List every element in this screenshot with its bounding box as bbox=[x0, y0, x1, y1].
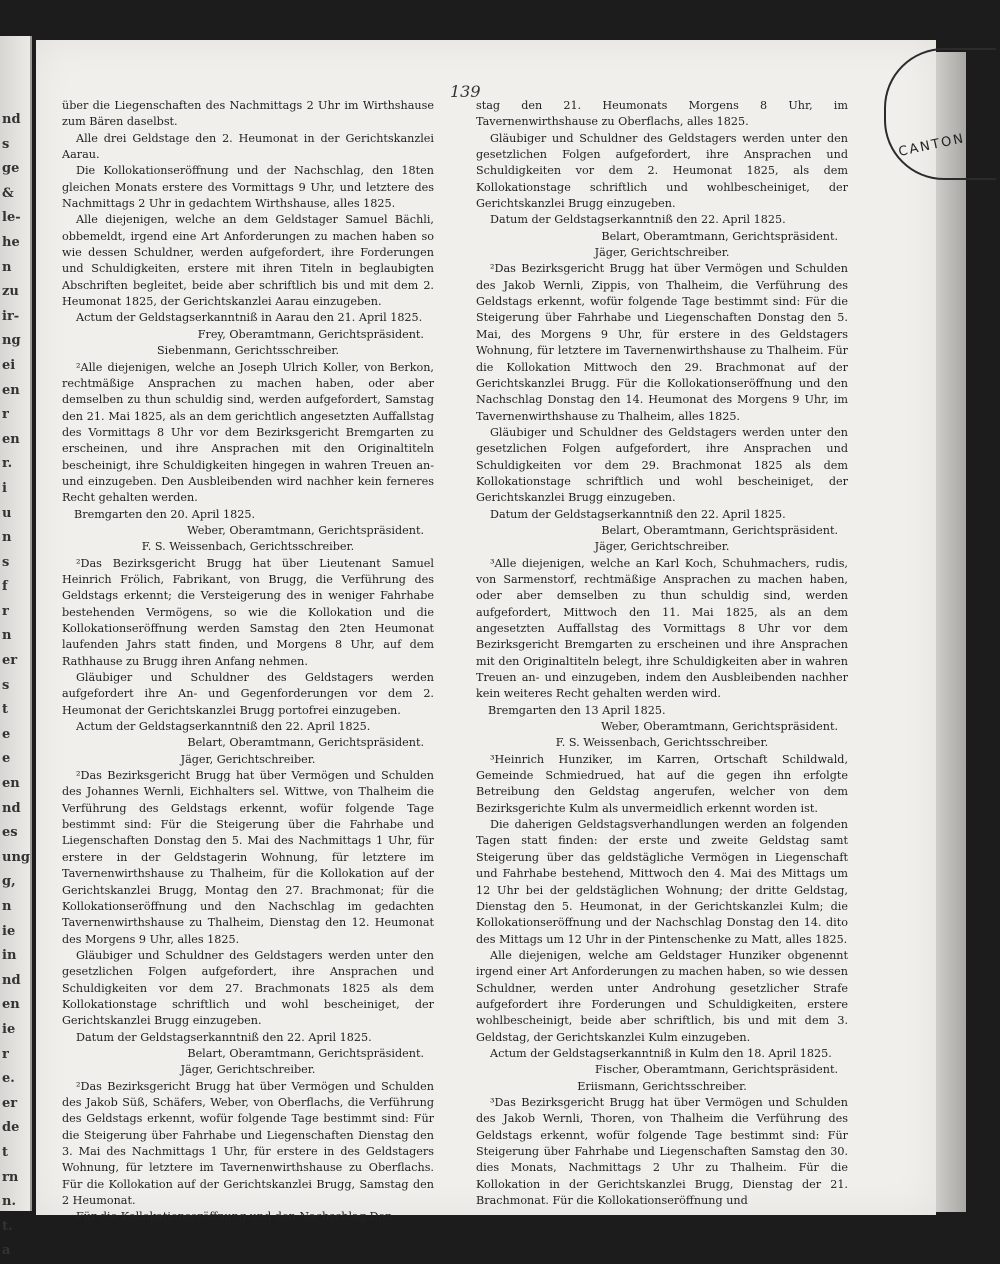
left-column-paragraph: Datum der Geldstagserkanntniß den 22. April 1825. bbox=[76, 1030, 372, 1044]
right-column-paragraph: Gläubiger und Schuldner des Geldstagers werden unter den gesetzlichen Folgen aufgefordert, ihre Ansprachen und Schuldigkeiten vor dem 29. Brachmonat 1825 als dem Kollokationstage schriftlich und wohl bescheiniget, der Gerichtskanzlei Brugg einzugeben. bbox=[476, 425, 848, 505]
margin-fragment: ng bbox=[2, 333, 21, 349]
margin-fragment: in bbox=[2, 948, 17, 964]
left-column-paragraph: ²Alle diejenigen, welche an Joseph Ulrich Koller, von Berkon, rechtmäßige Ansprachen zu machen haben, oder aber demselben zu thun schuldig sind, werden aufgefordert, Samstag den 21. Mai 1825, als an dem gerichtlich angesetzten Auffallstag des Vormittags 8 Uhr vor dem Bezirksgericht Bremgarten zu erscheinen, und ihre Ansprachen mit den Originaltiteln bescheinigt, ihre Schuldigkeiten hingegen in wahren Treuen an- und einzugeben. Den Ausbleibenden wird nachher kein ferneres Recht gehalten werden. bbox=[62, 360, 434, 505]
margin-fragment: ung bbox=[2, 849, 30, 865]
right-column-paragraph: Datum der Geldstagserkanntniß den 22. April 1825. bbox=[490, 213, 786, 227]
canton-stamp bbox=[884, 48, 996, 180]
right-column-paragraph: Datum der Geldstagserkanntniß den 22. April 1825. bbox=[490, 507, 786, 521]
margin-fragment: n bbox=[2, 628, 12, 644]
previous-page-edge bbox=[0, 36, 32, 1259]
right-column bbox=[476, 98, 848, 1209]
margin-fragment: n. bbox=[2, 1194, 16, 1210]
margin-fragment: ie bbox=[2, 1021, 16, 1037]
margin-fragment: n bbox=[2, 530, 12, 546]
left-column-paragraph: Für die Kollokationseröffnung und den Nachschlag Don- bbox=[76, 1210, 397, 1224]
right-column-paragraph: Belart, Oberamtmann, Gerichtspräsident. bbox=[601, 523, 838, 537]
margin-fragment: en bbox=[2, 382, 20, 398]
previous-page-fragments bbox=[0, 36, 30, 1264]
page-edge-shadow bbox=[936, 52, 966, 1212]
margin-fragment: zu bbox=[2, 284, 19, 300]
margin-fragment: ie bbox=[2, 923, 16, 939]
left-column-paragraph: Bremgarten den 20. April 1825. bbox=[74, 507, 256, 521]
left-column-paragraph: ²Das Bezirksgericht Brugg hat über Vermögen und Schulden des Johannes Wernli, Eichhalters sel. Wittwe, von Thalheim die Verführung des Geldstags erkennt, wofür folgende Tage bestimmt sind: Für die Steigerung über die Fahrhabe und Liegenschaften Donstag den 5. Mai des Nachmittags 1 Uhr, für erstere in der Geldstagerin Wohnung, für letztere im Tavernenwirthshause zu Thalheim, für die Kollokation auf der Gerichtskanzlei Brugg, Montag den 27. Brachmonat; für die Kollokationseröffnung und den Nachschlag im gedachten Tavernenwirthshause zu Thalheim, Dienstag den 12. Heumonat des Morgens 9 Uhr, alles 1825. bbox=[62, 769, 434, 946]
margin-fragment: nd bbox=[2, 112, 21, 127]
right-column-paragraph: Belart, Oberamtmann, Gerichtspräsident. bbox=[601, 229, 838, 243]
margin-fragment: r bbox=[2, 1046, 9, 1062]
margin-fragment: g, bbox=[2, 874, 16, 890]
margin-fragment: r bbox=[2, 407, 9, 423]
margin-fragment: r bbox=[2, 603, 9, 619]
margin-fragment: e. bbox=[2, 1071, 15, 1087]
right-column-paragraph: ³Das Bezirksgericht Brugg hat über Vermögen und Schulden des Jakob Wernli, Thoren, von Thalheim die Verführung des Geldstags erkennt, wofür folgende Tage bestimmt sind: Für Steigerung über Fahrhabe und Liegenschaften Samstag den 30. dies Monats, Nachmittags 2 Uhr zu Thalheim. Für die Kollokation in der Gerichtskanzlei Brugg, Dienstag der 21. Brachmonat. Für die Kollokationseröffnung und bbox=[476, 1095, 848, 1208]
right-column-paragraph: Eriismann, Gerichtsschreiber. bbox=[577, 1079, 747, 1093]
margin-fragment: f bbox=[2, 579, 8, 595]
right-column-paragraph: ²Das Bezirksgericht Brugg hat über Vermögen und Schulden des Jakob Wernli, Zippis, von Thalheim, die Verführung des Geldstags erkennt, wofür folgende Tage bestimmt sind: Für die Steigerung über Fahrhabe und Liegenschaften Donstag den 5. Mai, des Morgens 9 Uhr, für erstere in des Geldstagers Wohnung, für letztere im Tavernenwirthshause zu Thalheim. Für die Kollokation Mittwoch den 29. Brachmonat auf der Gerichtskanzlei Brugg. Für die Kollokationseröffnung und den Nachschlag Donstag den 14. Heumonat des Morgens 9 Uhr, im Tavernenwirthshause zu Thalheim, alles 1825. bbox=[476, 262, 848, 423]
right-column-paragraph: Alle diejenigen, welche am Geldstager Hunziker obgenennt irgend einer Art Anforderungen zu machen haben, so wie dessen Schuldner, werden unter Androhung gesetzlicher Strafe aufgefordert ihre Forderungen und Schuldigkeiten, erstere wohlbescheinigt, beide aber schriftlich, bis und mit dem 3. Geldstag, der Gerichtskanzlei Kulm einzugeben. bbox=[476, 948, 848, 1044]
margin-fragment: i bbox=[2, 480, 7, 496]
right-column-paragraph: Jäger, Gerichtschreiber. bbox=[594, 246, 730, 260]
right-column-paragraph: ³Heinrich Hunziker, im Karren, Ortschaft Schildwald, Gemeinde Schmiedrued, hat auf die gegen ihn erfolgte Betreibung den Geldstag angerufen, welcher von dem Bezirksgerichte Kulm als unvermeidlich erkennt worden ist. bbox=[476, 752, 848, 815]
margin-fragment: ge bbox=[2, 161, 20, 177]
margin-fragment: en bbox=[2, 776, 20, 792]
margin-fragment: he bbox=[2, 234, 20, 250]
left-column-paragraph: Actum der Geldstagserkanntniß in Aarau den 21. April 1825. bbox=[76, 311, 423, 325]
margin-fragment: t. bbox=[2, 1218, 13, 1234]
margin-fragment: t bbox=[2, 1144, 9, 1160]
margin-fragment: n bbox=[2, 899, 12, 914]
right-column-paragraph: Jäger, Gerichtschreiber. bbox=[594, 540, 730, 554]
page-number: 139 bbox=[450, 82, 481, 101]
margin-fragment: s bbox=[2, 136, 10, 152]
left-column-paragraph: Frey, Oberamtmann, Gerichtspräsident. bbox=[197, 327, 424, 341]
right-column-paragraph: Weber, Oberamtmann, Gerichtspräsident. bbox=[601, 720, 838, 734]
right-column-paragraph: Die daherigen Geldstagsverhandlungen werden an folgenden Tagen statt finden: der erste und zweite Geldstag samt Steigerung über das geldstägliche Vermögen in Liegenschaft und Fahrhabe bestehend, Mittwoch den 4. Mai des Mittags um 12 Uhr bei der geldstäglichen Wohnung; der dritte Geldstag, Dienstag den 5. Heumonat, in der Gerichtskanzlei Kulm; die Kollokationseröffnung und der Nachschlag Donstag den 14. dito des Mittags um 12 Uhr in der Pintenschenke zu Matt, alles 1825. bbox=[476, 818, 848, 946]
left-column-paragraph: F. S. Weissenbach, Gerichtsschreiber. bbox=[141, 540, 355, 554]
margin-fragment: ei bbox=[2, 357, 16, 373]
margin-fragment: s bbox=[2, 677, 10, 693]
right-column-paragraph: Gläubiger und Schuldner des Geldstagers werden unter den gesetzlichen Folgen aufgefordert, ihre Ansprachen und Schuldigkeiten vor dem 2. Heumonat 1825, als dem Kollokationstage schriftlich und wohlbescheiniget, der Gerichtskanzlei Brugg einzugeben. bbox=[476, 131, 848, 211]
left-column-paragraph: Alle drei Geldstage den 2. Heumonat in der Gerichtskanzlei Aarau. bbox=[62, 131, 434, 162]
left-column-paragraph: Gläubiger und Schuldner des Geldstagers werden aufgefordert ihre An- und Gegenforderungen vor dem 2. Heumonat der Gerichtskanzlei Brugg portofrei einzugeben. bbox=[62, 671, 434, 717]
margin-fragment: t bbox=[2, 702, 9, 718]
margin-fragment: & bbox=[2, 185, 14, 201]
left-column-paragraph: Belart, Oberamtmann, Gerichtspräsident. bbox=[187, 1046, 424, 1060]
right-column-paragraph: Bremgarten den 13 April 1825. bbox=[488, 703, 666, 717]
left-column-paragraph: Jäger, Gerichtschreiber. bbox=[180, 1063, 316, 1077]
left-column-paragraph: Gläubiger und Schuldner des Geldstagers werden unter den gesetzlichen Folgen aufgefordert, ihre Ansprachen und Schuldigkeiten vor dem 27. Brachmonats 1825 als dem Kollokationstage schriftlich und wohl bescheiniget, der Gerichtskanzlei Brugg einzugeben. bbox=[62, 948, 434, 1028]
left-column-paragraph: über die Liegenschaften des Nachmittags 2 Uhr im Wirthshause zum Bären daselbst. bbox=[62, 99, 434, 129]
stamp-label: CANTON bbox=[897, 131, 967, 160]
margin-fragment: en bbox=[2, 431, 20, 447]
right-column-paragraph: Fischer, Oberamtmann, Gerichtspräsident. bbox=[594, 1063, 838, 1077]
left-column-paragraph: ²Das Bezirksgericht Brugg hat über Lieutenant Samuel Heinrich Frölich, Fabrikant, von Brugg, die Verführung des Geldstags erkennt; die Versteigerung des in weniger Fahrhabe bestehenden Vermögens, so wie die Kollokation und die Kollokationseröffnung werden Samstag den 2ten Heumonat laufenden Jahrs statt finden, und Morgens 8 Uhr, auf dem Rathhause zu Brugg ihren Anfang nehmen. bbox=[62, 556, 434, 668]
left-column-paragraph: Alle diejenigen, welche an dem Geldstager Samuel Bächli, obbemeldt, irgend eine Art Anforderungen zu machen haben so wie dessen Schuldner, werden aufgefordert, ihre Forderungen und Schuldigkeiten, erstere mit ihren Titeln in beglaubigten Abschriften begleitet, beide aber schriftlich bis und mit dem 2. Heumonat 1825, der Gerichtskanzlei Aarau einzugeben. bbox=[62, 213, 434, 309]
left-column-paragraph: ²Das Bezirksgericht Brugg hat über Vermögen und Schulden des Jakob Süß, Schäfers, Weber, von Oberflachs, die Verführung des Geldstags erkennt, wofür folgende Tage bestimmt sind: Für die Steigerung über Fahrhabe und Liegenschaften Dienstag den 3. Mai des Nachmittags 1 Uhr, für erstere in des Geldstagers Wohnung, für letztere im Tavernenwirthshause zu Oberflachs. Für die Kollokation auf der Gerichtskanzlei Brugg, Samstag den 2 Heumonat. bbox=[62, 1079, 434, 1208]
margin-fragment: rn bbox=[2, 1169, 19, 1185]
margin-fragment: ir- bbox=[2, 308, 20, 324]
margin-fragment: e bbox=[2, 726, 11, 742]
margin-fragment: de bbox=[2, 1120, 20, 1136]
margin-fragment: er bbox=[2, 1095, 18, 1111]
right-column-paragraph: Actum der Geldstagserkanntniß in Kulm den 18. April 1825. bbox=[490, 1046, 832, 1060]
left-column-paragraph: Actum der Geldstagserkanntniß den 22. April 1825. bbox=[76, 720, 371, 734]
left-column-paragraph: Belart, Oberamtmann, Gerichtspräsident. bbox=[187, 736, 424, 750]
margin-fragment: nd bbox=[2, 800, 21, 816]
margin-fragment: le- bbox=[2, 210, 21, 226]
right-column-paragraph: stag den 21. Heumonats Morgens 8 Uhr, im Tavernenwirthshause zu Oberflachs, alles 1825. bbox=[476, 99, 848, 129]
margin-fragment: n bbox=[2, 259, 12, 275]
margin-fragment: nd bbox=[2, 972, 21, 988]
right-column-paragraph: F. S. Weissenbach, Gerichtsschreiber. bbox=[555, 736, 769, 750]
margin-fragment: e bbox=[2, 751, 11, 767]
margin-fragment: en bbox=[2, 997, 20, 1013]
left-column-paragraph: Jäger, Gerichtschreiber. bbox=[180, 752, 316, 766]
margin-fragment: u bbox=[2, 505, 12, 521]
margin-fragment: a bbox=[2, 1243, 11, 1259]
margin-fragment: s bbox=[2, 554, 10, 570]
left-column-paragraph: Siebenmann, Gerichtsschreiber. bbox=[156, 344, 340, 358]
margin-fragment: er bbox=[2, 653, 18, 669]
margin-fragment: es bbox=[2, 825, 18, 841]
right-column-paragraph: ³Alle diejenigen, welche an Karl Koch, Schuhmachers, rudis, von Sarmenstorf, rechtmäßige Ansprachen zu machen haben, oder aber demselben zu thun schuldig sind, werden aufgefordert, Mittwoch den 11. Mai 1825, als an dem angesetzten Auffallstag des Vormittags 8 Uhr vor dem Bezirksgericht Bremgarten zu erscheinen und ihre Ansprachen mit den Originaltiteln belegt, ihre Schuldigkeiten aber in wahren Treuen an- und einzugeben, indem den Ausbleibenden nachher kein weiteres Recht gehalten werden wird. bbox=[476, 556, 848, 701]
left-column-paragraph: Die Kollokationseröffnung und der Nachschlag, den 18ten gleichen Monats erstere des Vormittags 9 Uhr, und letztere des Nachmittags 2 Uhr in gedachtem Wirthshause, alles 1825. bbox=[62, 164, 434, 211]
left-column-paragraph: Weber, Oberamtmann, Gerichtspräsident. bbox=[187, 523, 424, 537]
margin-fragment: r. bbox=[2, 456, 13, 472]
left-column bbox=[62, 98, 434, 1226]
